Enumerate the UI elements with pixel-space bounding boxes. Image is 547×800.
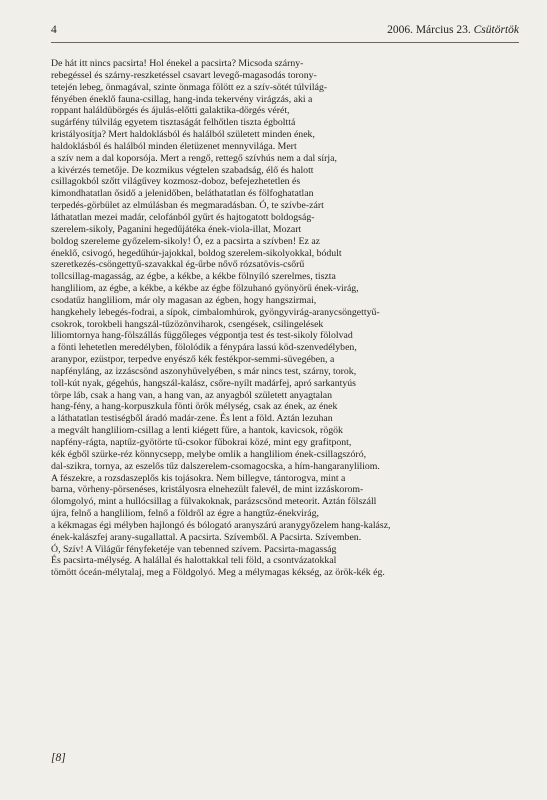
text-line: fényében éneklő fauna-csillag, hang-inda tekervény virágzás, aki a bbox=[51, 93, 313, 105]
text-line: boldog szereleme győzelem-sikoly! Ó, ez a pacsirta a szívben! Ez az bbox=[51, 235, 321, 247]
text-line: És pacsirta-mélység. A halállal és halottakkal teli föld, a csontvázatokkal bbox=[51, 555, 337, 567]
header-date bbox=[387, 24, 519, 36]
text-line: A fészekre, a rozsdaszeplős kis tojásokra. Nem billegve, tántorogva, mint a bbox=[51, 472, 346, 484]
text-line: láthatatlan mezei madár, celofánból gyűrt és hajtogatott boldogság- bbox=[51, 211, 315, 223]
header-rule bbox=[51, 42, 519, 43]
text-line: aranypor, ezüstpor, terpedve enyésző kék festékpor-semmi-süvegében, a bbox=[51, 354, 335, 366]
text-line: a láthatatlan testiségből áradó madár-zene. És lent a föld. Aztán lezuhan bbox=[51, 413, 333, 425]
text-line: hangliliom, az égbe, a kékbe, a kékbe az égbe fölzuhanó gyönyörű ének-virág, bbox=[51, 283, 359, 295]
folio-number: [8] bbox=[51, 752, 66, 764]
text-line: terpedés-görbület az elmúlásban és megmaradásban. Ó, te szívbe-zárt bbox=[51, 200, 324, 212]
text-line: napfény-rágta, naptűz-gyötörte tű-csokor fűbokrai közé, mint egy grafitpont, bbox=[51, 437, 352, 448]
text-line: szeretkezés-csöngettyű-szavakkal ég-űrbe nővő rózsatövis-csőrű bbox=[51, 259, 305, 271]
text-line: sugárfény túlvilág egyetem tisztaságát felhőtlen tiszta égbolttá bbox=[51, 117, 296, 129]
header-weekday: Csütörtök bbox=[473, 24, 519, 36]
text-line: barna, vörheny-pörsenéses, kristályosra elnehezült falevél, de mint izzáskorom- bbox=[51, 484, 364, 496]
text-line: hang-fény, a hang-korpuszkula fönti örök mélység, csak az ének, az ének bbox=[51, 401, 338, 413]
text-line: haldoklásból és halálból minden életüzenet mennyvilága. Mert bbox=[51, 140, 297, 152]
text-line: törpe láb, csak a hang van, a hang van, az anyagból született anyagtalan bbox=[51, 389, 333, 401]
text-line: újra, felnő a hangliliom, felnő a földről az égre a hangtűz-énekvirág, bbox=[51, 508, 319, 520]
text-line: De hát itt nincs pacsirta! Hol énekel a pacsirta? Micsoda szárny- bbox=[51, 58, 304, 69]
text-line: a kékmagas égi mélyben hajlongó és bólogató aranyszárú aranygyőzelem hang-kalász, bbox=[51, 519, 391, 531]
text-line: napfényláng, az izzáscsönd aszonyhüvelyében, s már nincs test, szárny, torok, bbox=[51, 365, 357, 377]
text-line: tömött óceán-mélytalaj, meg a Földgolyó. Meg a mélymagas kékség, az örök-kék ég. bbox=[51, 567, 385, 579]
text-line: ének-kalászfej arany-sugallattal. A pacsirta. Szívemből. A Pacsirta. Szívemben. bbox=[51, 531, 362, 543]
text-line: csodatűz hangliliom, már oly magasan az égben, hogy hangszirmai, bbox=[51, 294, 317, 306]
text-line: éneklő, csivogó, hegedűhúr-jajokkal, boldog szerelem-sikolyokkal, bódult bbox=[51, 247, 342, 259]
page-number: 4 bbox=[51, 24, 57, 36]
text-line: Ó, Szív! A Világűr fényfeketéje van tebenned szívem. Pacsirta-magasság bbox=[51, 543, 337, 555]
text-line: rebegéssel és szárny-reszketéssel csavart levegő-magasodás torony- bbox=[51, 69, 317, 81]
header-date-text: 2006. Március 23. bbox=[387, 24, 471, 36]
text-line: tollcsillag-magasság, az égbe, a kékbe, a kékbe fölnyíló szerelmes, tiszta bbox=[51, 271, 336, 283]
poem-body bbox=[51, 58, 503, 579]
text-line: a szív nem a dal koporsója. Mert a rengő, rettegő szívhús nem a dal sírja, bbox=[51, 152, 337, 164]
text-line: kimondhatatlan ősidő a jelenidőben, beláthatatlan és fölfoghatatlan bbox=[51, 188, 314, 200]
text-line: toll-kút nyak, gégehús, hangszál-kalász, csőre-nyílt madárfej, apró sarkantyús bbox=[51, 377, 356, 389]
text-line: tetején lebeg, önmagával, szinte önmaga fölött ez a szív-sötét túlvilág- bbox=[51, 81, 328, 93]
text-line: a kivérzés temetője. De kozmikus végtelen szabadság, élő és halott bbox=[51, 164, 314, 176]
text-line: csillagokból szőtt világűvey kozmosz-doboz, befejezhetetlen és bbox=[51, 176, 301, 188]
text-line: dal-szikra, tornya, az eszelős tűz dalszerelem-csomagocska, a hím-hangaranyliliom. bbox=[51, 460, 380, 472]
text-line: szerelem-sikoly, Paganini hegedűjátéka ének-viola-illat, Mozart bbox=[51, 223, 302, 235]
text-line: csokrok, torokbeli hangszál-tűzözönviharok, csengések, csilingelések bbox=[51, 318, 324, 330]
text-line: a fönti lehetetlen meredélyben, fölolódik a fénypára lassú köd-szenvedélyben, bbox=[51, 342, 357, 354]
text-line: kristályosítja? Mert haldoklásból és halálból született minden ének, bbox=[51, 129, 315, 141]
text-line: kék égből szürke-réz könnycsepp, melybe omlik a hangliliom ének-csillagszóró, bbox=[51, 448, 367, 460]
text-line: ólomgolyó, mint a hullócsillag a fülvakoknak, parázscsönd meteorit. Aztán fölszáll bbox=[51, 496, 377, 508]
text-line: hangkehely lebegés-fodrai, a sípok, cimbalomhúrok, gyöngyvirág-aranycsöngettyű- bbox=[51, 306, 380, 318]
text-line: a megvált hangliliom-csillag a lenti kiégett fűre, a hantok, kavicsok, rögök bbox=[51, 425, 343, 437]
text-line: roppant haláldübörgés és ájulás-előtti galaktika-dörgés vérét, bbox=[51, 105, 290, 117]
text-line: liliomtornya hang-fölszállás függőleges végpontja test és test-sikoly fölolvad bbox=[51, 330, 353, 342]
